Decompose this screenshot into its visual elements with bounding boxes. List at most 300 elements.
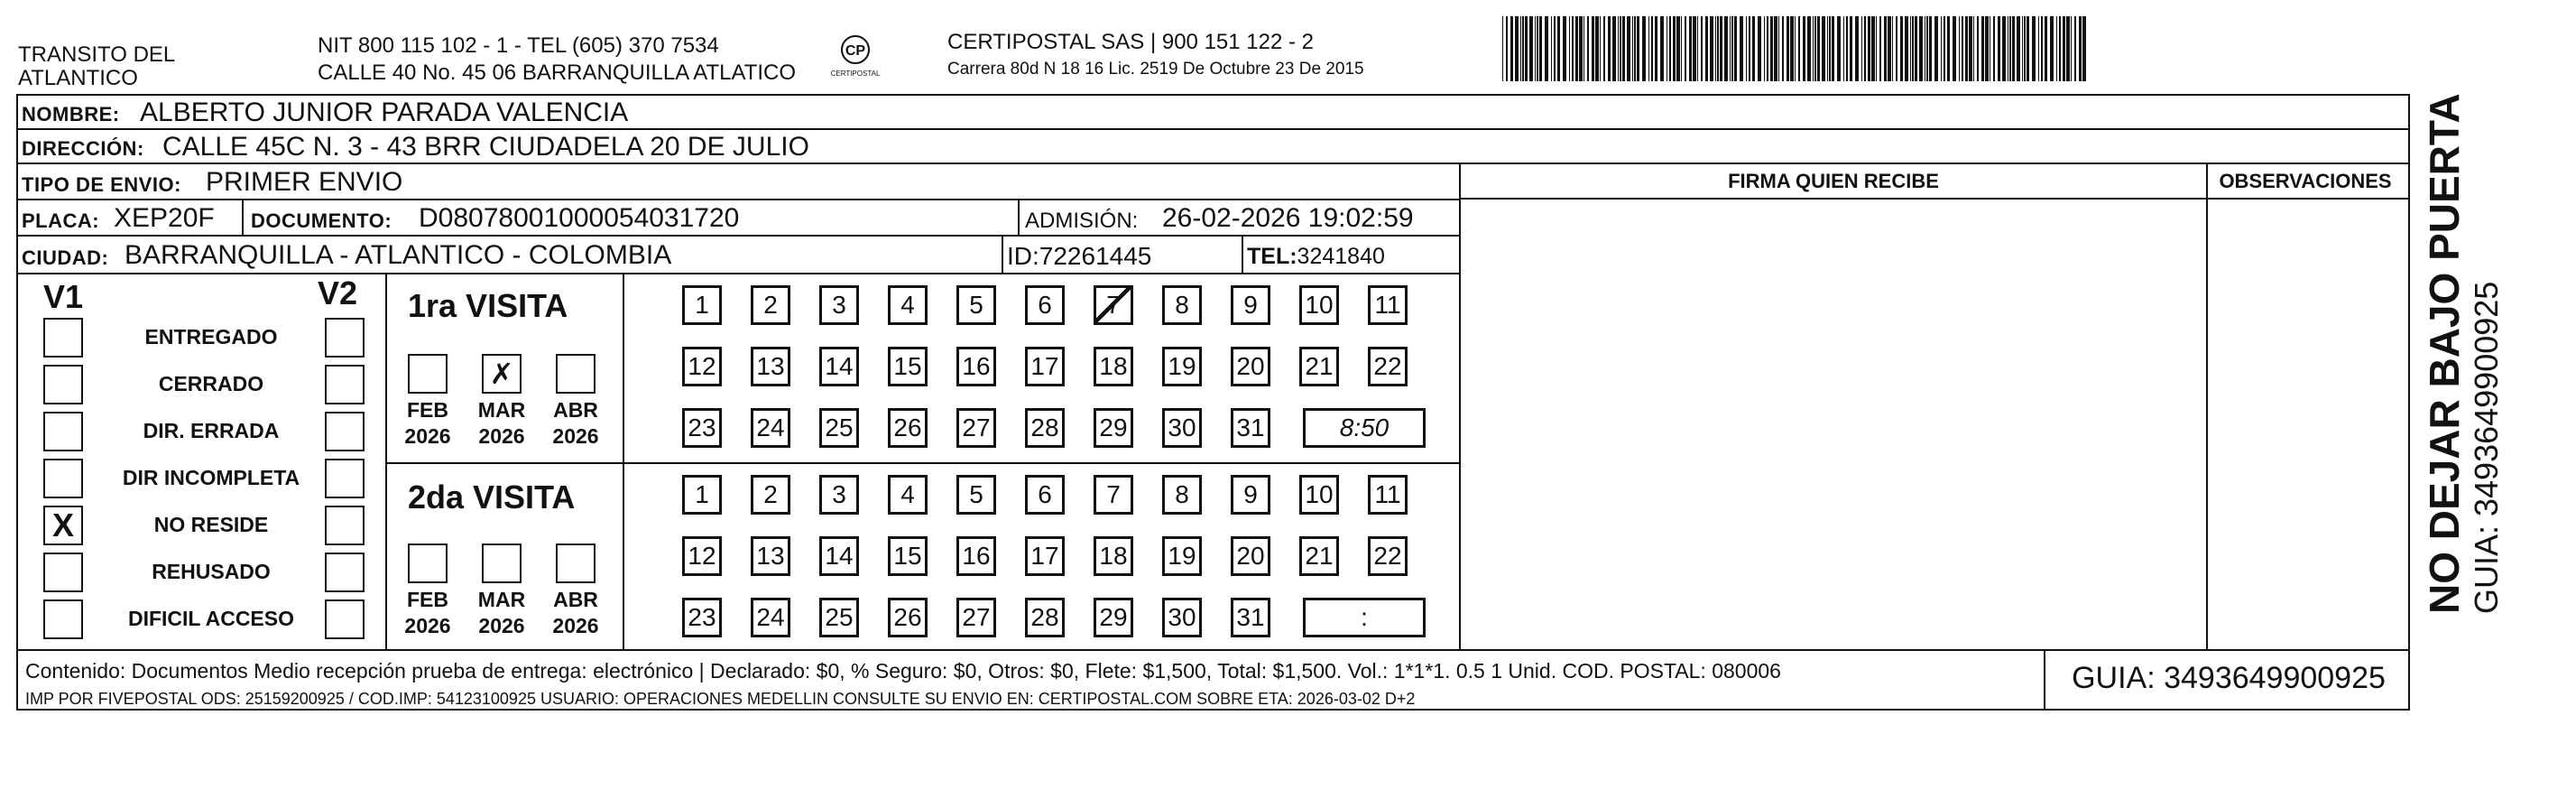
- barcode-bar: [1510, 16, 1513, 81]
- barcode-bar: [1634, 16, 1636, 81]
- footer-guia-divider: [2044, 651, 2045, 709]
- visit1-day-box[interactable]: 24: [751, 408, 790, 448]
- barcode-bar: [1539, 16, 1542, 81]
- barcode-bar: [1673, 16, 1676, 81]
- barcode-bar: [2024, 16, 2026, 81]
- barcode-bar: [1579, 16, 1583, 81]
- barcode-bar: [1817, 16, 1820, 81]
- barcode-bar: [1926, 16, 1928, 81]
- visit2-day-box[interactable]: 18: [1094, 536, 1133, 576]
- barcode-bar: [1525, 16, 1528, 81]
- barcode-bar: [1506, 16, 1508, 81]
- visit2-time-box[interactable]: :: [1303, 598, 1426, 637]
- visit2-day-box[interactable]: 19: [1162, 536, 1202, 576]
- address-row: [18, 130, 2410, 164]
- barcode: [1502, 16, 2089, 81]
- visit1-day-box[interactable]: 12: [682, 347, 722, 386]
- barcode-bar: [1569, 16, 1570, 81]
- visit2-day-box[interactable]: 7: [1094, 475, 1133, 515]
- plate-value: XEP20F: [114, 203, 215, 233]
- barcode-bar: [2050, 16, 2054, 81]
- id-label: ID:: [1007, 242, 1039, 270]
- barcode-bar: [1592, 16, 1594, 81]
- id-field: [1007, 242, 1151, 271]
- barcode-bar: [2002, 16, 2006, 81]
- barcode-bar: [1871, 16, 1875, 81]
- visit2-day-box[interactable]: 5: [956, 475, 996, 515]
- barcode-bar: [1522, 16, 1524, 81]
- status-label: DIFICIL ACCESO: [127, 607, 294, 630]
- status-label: CERRADO: [158, 372, 264, 395]
- visit2-day-box[interactable]: 12: [682, 536, 722, 576]
- barcode-bar: [1515, 16, 1519, 81]
- barcode-bar: [1807, 16, 1811, 81]
- barcode-bar: [1832, 16, 1834, 81]
- observations-left-divider: [2206, 164, 2208, 651]
- month-name: MAR: [477, 398, 526, 422]
- month-name: MAR: [477, 588, 526, 611]
- barcode-bar: [1740, 16, 1743, 81]
- barcode-bar: [1620, 16, 1621, 81]
- signature-column-header: FIRMA QUIEN RECIBE: [1728, 170, 1939, 192]
- visit1-month-label: [470, 397, 533, 450]
- barcode-bar: [2082, 16, 2086, 81]
- barcode-bar: [1551, 16, 1552, 81]
- status-label: REHUSADO: [152, 560, 271, 583]
- barcode-bar: [1998, 16, 2000, 81]
- barcode-bar: [1731, 16, 1733, 81]
- visit2-day-box[interactable]: 29: [1094, 598, 1133, 637]
- barcode-bar: [1660, 16, 1664, 81]
- barcode-bar: [1782, 16, 1784, 81]
- barcode-bar: [1973, 16, 1974, 81]
- city-label: CIUDAD:: [22, 246, 109, 269]
- barcode-bar: [1758, 16, 1761, 81]
- visit1-day-box[interactable]: 10: [1299, 285, 1339, 325]
- send-type-row: [18, 164, 1460, 200]
- visit2-month-checkbox[interactable]: [556, 544, 596, 583]
- visit1-day-box[interactable]: 13: [751, 347, 790, 386]
- contents-line: Contenido: Documentos Medio recepción prueba de entrega: electrónico | Declarado: $0, % Seguro: $0, Otros: $0, Flete: $1,500, Total: $1,500. Vol.: 1*1*1. 0.5 1 Unid. COD. POSTAL: 080006: [25, 659, 1781, 683]
- side-guia: GUIA: 3493649900925: [2468, 281, 2505, 614]
- barcode-bar: [1730, 16, 1731, 81]
- barcode-bar: [1798, 16, 1800, 81]
- visit1-day-box[interactable]: 20: [1231, 347, 1270, 386]
- barcode-bar: [2079, 16, 2082, 81]
- barcode-bar: [1934, 16, 1938, 81]
- footer-divider: [18, 649, 2410, 651]
- visit2-day-box[interactable]: 8: [1162, 475, 1202, 515]
- visit1-day-box[interactable]: 15: [888, 347, 928, 386]
- visit2-day-box[interactable]: 9: [1231, 475, 1270, 515]
- visit1-day-box[interactable]: 31: [1231, 408, 1270, 448]
- observations-area[interactable]: [2209, 200, 2407, 650]
- visit1-day-box[interactable]: 7: [1094, 285, 1133, 325]
- barcode-bar: [1535, 16, 1536, 81]
- barcode-bar: [1632, 16, 1633, 81]
- barcode-bar: [1622, 16, 1625, 81]
- visit1-day-box[interactable]: 5: [956, 285, 996, 325]
- address-label: DIRECCIÓN:: [22, 137, 144, 160]
- issuer-line1: TRANSITO DEL: [18, 42, 176, 67]
- svg-text:CP: CP: [845, 43, 866, 59]
- barcode-bar: [2063, 16, 2065, 81]
- barcode-bar: [1861, 16, 1862, 81]
- visit2-day-box[interactable]: 22: [1368, 536, 1408, 576]
- barcode-bar: [1734, 16, 1737, 81]
- visit2-month-checkbox[interactable]: [482, 544, 522, 583]
- visit1-day-box[interactable]: 3: [819, 285, 859, 325]
- visit1-month-checkbox[interactable]: [556, 354, 596, 394]
- barcode-bar: [1892, 16, 1893, 81]
- month-year: 2026: [552, 614, 599, 637]
- barcode-bar: [2012, 16, 2015, 81]
- barcode-bar: [1888, 16, 1891, 81]
- visit1-day-box[interactable]: 1: [682, 285, 722, 325]
- month-year: 2026: [478, 424, 525, 448]
- barcode-bar: [1642, 16, 1646, 81]
- address-line: CALLE 40 No. 45 06 BARRANQUILLA ATLATICO: [318, 60, 797, 85]
- barcode-bar: [1941, 16, 1942, 81]
- barcode-bar: [2009, 16, 2011, 81]
- barcode-bar: [1545, 16, 1548, 81]
- barcode-bar: [1600, 16, 1601, 81]
- barcode-bar: [2041, 16, 2043, 81]
- barcode-bar: [1583, 16, 1584, 81]
- barcode-bar: [1790, 16, 1794, 81]
- issuer-contact: [318, 34, 796, 85]
- month-year: 2026: [552, 424, 599, 448]
- visit2-day-box[interactable]: 6: [1025, 475, 1065, 515]
- barcode-bar: [1637, 16, 1639, 81]
- month-year: 2026: [404, 614, 451, 637]
- barcode-bar: [2017, 16, 2020, 81]
- barcode-bar: [1915, 16, 1917, 81]
- month-name: FEB: [407, 398, 448, 422]
- visit2-day-box[interactable]: 26: [888, 598, 928, 637]
- v2-label: V2: [318, 274, 358, 311]
- barcode-bar: [1705, 16, 1708, 81]
- footer-guia: GUIA: 3493649900925: [2072, 661, 2386, 695]
- status-v2-checkbox[interactable]: [325, 459, 365, 498]
- visit2-month-label: [470, 587, 533, 639]
- observations-column-header: OBSERVACIONES: [2219, 170, 2392, 192]
- visit1-title: 1ra VISITA: [408, 287, 568, 324]
- visit2-day-box[interactable]: 31: [1231, 598, 1270, 637]
- courier-name: CERTIPOSTAL SAS | 900 151 122 - 2: [947, 30, 1314, 54]
- status-v2-checkbox[interactable]: [325, 553, 365, 592]
- barcode-bar: [1953, 16, 1956, 81]
- barcode-bar: [1905, 16, 1908, 81]
- visit1-day-box[interactable]: 14: [819, 347, 859, 386]
- barcode-bar: [1710, 16, 1713, 81]
- visit1-day-box[interactable]: 22: [1368, 347, 1408, 386]
- status-v2-checkbox[interactable]: [325, 318, 365, 358]
- status-label: DIR INCOMPLETA: [122, 466, 300, 489]
- barcode-bar: [1944, 16, 1945, 81]
- visit1-month-checkbox[interactable]: ✗: [482, 354, 522, 394]
- month-year: 2026: [478, 614, 525, 637]
- visit1-day-box[interactable]: 25: [819, 408, 859, 448]
- visit2-month-label: [544, 587, 607, 639]
- barcode-bar: [2059, 16, 2061, 81]
- barcode-bar: [1795, 16, 1796, 81]
- barcode-bar: [1977, 16, 1979, 81]
- barcode-bar: [1981, 16, 1984, 81]
- visit1-day-box[interactable]: 21: [1299, 347, 1339, 386]
- visit2-day-box[interactable]: 30: [1162, 598, 1202, 637]
- visit1-day-box[interactable]: 29: [1094, 408, 1133, 448]
- status-label: ENTREGADO: [144, 325, 278, 348]
- barcode-bar: [1575, 16, 1578, 81]
- barcode-bar: [2027, 16, 2029, 81]
- barcode-bar: [1774, 16, 1777, 81]
- name-label: NOMBRE:: [22, 103, 120, 125]
- barcode-bar: [1837, 16, 1841, 81]
- status-v2-checkbox[interactable]: [325, 365, 365, 404]
- visit1-day-box[interactable]: 27: [956, 408, 996, 448]
- barcode-bar: [1767, 16, 1768, 81]
- barcode-bar: [1876, 16, 1877, 81]
- barcode-bar: [1947, 16, 1950, 81]
- side-notice: NO DEJAR BAJO PUERTA: [2421, 93, 2468, 614]
- barcode-bar: [1627, 16, 1630, 81]
- barcode-bar: [1651, 16, 1653, 81]
- recipient-name: ALBERTO JUNIOR PARADA VALENCIA: [140, 98, 629, 127]
- barcode-bar: [2022, 16, 2023, 81]
- visit1-day-box[interactable]: 30: [1162, 408, 1202, 448]
- barcode-bar: [1669, 16, 1671, 81]
- barcode-bar: [1502, 16, 1503, 81]
- status-v1-checkbox[interactable]: X: [43, 506, 83, 545]
- visit2-day-box[interactable]: 14: [819, 536, 859, 576]
- visit1-day-box[interactable]: 6: [1025, 285, 1065, 325]
- barcode-bar: [1850, 16, 1852, 81]
- visit2-day-box[interactable]: 23: [682, 598, 722, 637]
- barcode-bar: [2071, 16, 2072, 81]
- tel-value: 3241840: [1297, 244, 1385, 269]
- barcode-bar: [1681, 16, 1682, 81]
- barcode-bar: [1529, 16, 1533, 81]
- document-divider: [1018, 200, 1020, 235]
- visit2-day-box[interactable]: 21: [1299, 536, 1339, 576]
- visit2-day-box[interactable]: 11: [1368, 475, 1408, 515]
- visit2-day-box[interactable]: 25: [819, 598, 859, 637]
- barcode-bar: [1803, 16, 1805, 81]
- issuer-name: [18, 43, 175, 90]
- barcode-bar: [1846, 16, 1848, 81]
- courier-logo: [828, 34, 882, 85]
- visit2-day-box[interactable]: 10: [1299, 475, 1339, 515]
- id-value: 72261445: [1039, 242, 1152, 270]
- visit1-time-box[interactable]: 8:50: [1303, 408, 1426, 448]
- courier-license: Carrera 80d N 18 16 Lic. 2519 De Octubre 23 De 2015: [947, 60, 1364, 79]
- barcode-bar: [2032, 16, 2036, 81]
- barcode-bar: [1910, 16, 1911, 81]
- visit1-day-box[interactable]: 4: [888, 285, 928, 325]
- side-notice-wrap: [2420, 93, 2505, 614]
- barcode-bar: [1829, 16, 1831, 81]
- barcode-bar: [1969, 16, 1972, 81]
- barcode-bar: [1685, 16, 1686, 81]
- visit2-day-box[interactable]: 16: [956, 536, 996, 576]
- visit2-day-box[interactable]: 28: [1025, 598, 1065, 637]
- barcode-bar: [1746, 16, 1747, 81]
- plate-row: [18, 200, 1460, 237]
- visit1-day-box[interactable]: 8: [1162, 285, 1202, 325]
- month-name: FEB: [407, 588, 448, 611]
- city-row: [18, 237, 1460, 274]
- visit1-month-label: [544, 397, 607, 450]
- visit2-day-box[interactable]: 13: [751, 536, 790, 576]
- barcode-bar: [1900, 16, 1903, 81]
- barcode-bar: [1655, 16, 1657, 81]
- barcode-bar: [1603, 16, 1605, 81]
- recipient-address: CALLE 45C N. 3 - 43 BRR CIUDADELA 20 DE JULIO: [162, 132, 809, 162]
- barcode-bar: [1648, 16, 1649, 81]
- city-value: BARRANQUILLA - ATLANTICO - COLOMBIA: [125, 240, 672, 270]
- barcode-bar: [1608, 16, 1611, 81]
- visit1-day-box[interactable]: 19: [1162, 347, 1202, 386]
- v1-label: V1: [43, 278, 84, 315]
- barcode-bar: [1717, 16, 1719, 81]
- visit1-day-box[interactable]: 17: [1025, 347, 1065, 386]
- name-row: [18, 96, 2410, 130]
- visit1-day-box[interactable]: 18: [1094, 347, 1133, 386]
- visit1-month-label: [396, 397, 459, 450]
- barcode-bar: [1985, 16, 1989, 81]
- visit2-title: 2da VISITA: [408, 478, 576, 516]
- status-label: NO RESIDE: [153, 513, 269, 536]
- id-divider: [1242, 237, 1243, 273]
- send-type: PRIMER ENVIO: [206, 167, 403, 197]
- barcode-bar: [1554, 16, 1556, 81]
- tel-field: [1247, 244, 1385, 270]
- month-name: ABR: [553, 588, 598, 611]
- barcode-bar: [1814, 16, 1816, 81]
- logo-text: CERTIPOSTAL: [830, 70, 881, 78]
- barcode-bar: [1572, 16, 1574, 81]
- status-v2-checkbox[interactable]: [325, 412, 365, 451]
- plate-divider: [242, 200, 244, 235]
- barcode-bar: [2056, 16, 2057, 81]
- barcode-bar: [1912, 16, 1914, 81]
- visit2-month-label: [396, 587, 459, 639]
- barcode-bar: [1764, 16, 1765, 81]
- barcode-bar: [1959, 16, 1960, 81]
- visit2-day-box[interactable]: 24: [751, 598, 790, 637]
- barcode-bar: [1787, 16, 1789, 81]
- tel-label: TEL:: [1247, 244, 1297, 269]
- barcode-bar: [2074, 16, 2076, 81]
- visit2-day-box[interactable]: 15: [888, 536, 928, 576]
- send-type-label: TIPO DE ENVIO:: [22, 173, 181, 196]
- barcode-bar: [1595, 16, 1599, 81]
- barcode-bar: [1520, 16, 1521, 81]
- certipostal-logo-icon: [840, 34, 871, 65]
- status-label: DIR. ERRADA: [143, 419, 280, 442]
- barcode-bar: [1557, 16, 1560, 81]
- imp-line: IMP POR FIVEPOSTAL ODS: 25159200925 / COD.IMP: 54123100925 USUARIO: OPERACIONES MEDELLIN CONSULTE SU ENVIO EN: CERTIPOSTAL.COM SOBRE ETA: 2026-03-02 D+2: [25, 690, 1416, 708]
- barcode-bar: [1720, 16, 1722, 81]
- barcode-bar: [1770, 16, 1773, 81]
- visit1-month-checkbox[interactable]: [408, 354, 448, 394]
- barcode-bar: [1896, 16, 1897, 81]
- status-v2-checkbox[interactable]: [325, 599, 365, 639]
- barcode-bar: [1827, 16, 1828, 81]
- visit1-day-box[interactable]: 23: [682, 408, 722, 448]
- issuer-line2: ATLANTICO: [18, 66, 138, 90]
- barcode-bar: [1822, 16, 1825, 81]
- admission-label: ADMISIÓN:: [1025, 209, 1139, 233]
- barcode-bar: [1993, 16, 1995, 81]
- month-name: ABR: [553, 398, 598, 422]
- document-value: D08078001000054031720: [419, 203, 740, 233]
- barcode-bar: [2066, 16, 2070, 81]
- barcode-bar: [1693, 16, 1696, 81]
- barcode-bar: [2045, 16, 2047, 81]
- barcode-bar: [2038, 16, 2039, 81]
- barcode-bar: [1749, 16, 1750, 81]
- barcode-bar: [1618, 16, 1619, 81]
- visit2-day-box[interactable]: 1: [682, 475, 722, 515]
- barcode-bar: [1701, 16, 1703, 81]
- visit2-day-box[interactable]: 20: [1231, 536, 1270, 576]
- barcode-bar: [1884, 16, 1887, 81]
- header-divider: [1460, 198, 2408, 200]
- visit2-day-box[interactable]: 17: [1025, 536, 1065, 576]
- signature-area[interactable]: [1462, 200, 2205, 650]
- visit1-day-box[interactable]: 26: [888, 408, 928, 448]
- barcode-bar: [1724, 16, 1728, 81]
- barcode-bar: [1612, 16, 1616, 81]
- barcode-bar: [1843, 16, 1844, 81]
- barcode-bar: [1929, 16, 1932, 81]
- barcode-bar: [1778, 16, 1779, 81]
- barcode-bar: [1919, 16, 1923, 81]
- status-v2-checkbox[interactable]: [325, 506, 365, 545]
- barcode-bar: [1965, 16, 1968, 81]
- visit1-day-box[interactable]: 28: [1025, 408, 1065, 448]
- visit2-month-checkbox[interactable]: [408, 544, 448, 583]
- visit-divider: [386, 462, 1460, 464]
- nit-line: NIT 800 115 102 - 1 - TEL (605) 370 7534: [318, 33, 719, 58]
- visit2-day-box[interactable]: 4: [888, 475, 928, 515]
- admission-value: 26-02-2026 19:02:59: [1162, 203, 1414, 233]
- visit1-day-box[interactable]: 9: [1231, 285, 1270, 325]
- visit2-day-box[interactable]: 2: [751, 475, 790, 515]
- plate-label: PLACA:: [22, 209, 100, 232]
- barcode-bar: [1587, 16, 1589, 81]
- barcode-bar: [1676, 16, 1680, 81]
- city-divider: [1002, 237, 1003, 273]
- document-label: DOCUMENTO:: [251, 209, 392, 232]
- barcode-bar: [1879, 16, 1881, 81]
- barcode-bar: [1813, 16, 1814, 81]
- visit1-day-box[interactable]: 11: [1368, 285, 1408, 325]
- barcode-bar: [1752, 16, 1755, 81]
- barcode-bar: [1962, 16, 1963, 81]
- visit2-day-box[interactable]: 27: [956, 598, 996, 637]
- barcode-bar: [1689, 16, 1692, 81]
- visit1-day-box[interactable]: 2: [751, 285, 790, 325]
- barcode-bar: [1697, 16, 1698, 81]
- barcode-bar: [1864, 16, 1866, 81]
- visit2-day-box[interactable]: 3: [819, 475, 859, 515]
- barcode-bar: [1855, 16, 1859, 81]
- barcode-bar: [1868, 16, 1870, 81]
- visit1-day-box[interactable]: 16: [956, 347, 996, 386]
